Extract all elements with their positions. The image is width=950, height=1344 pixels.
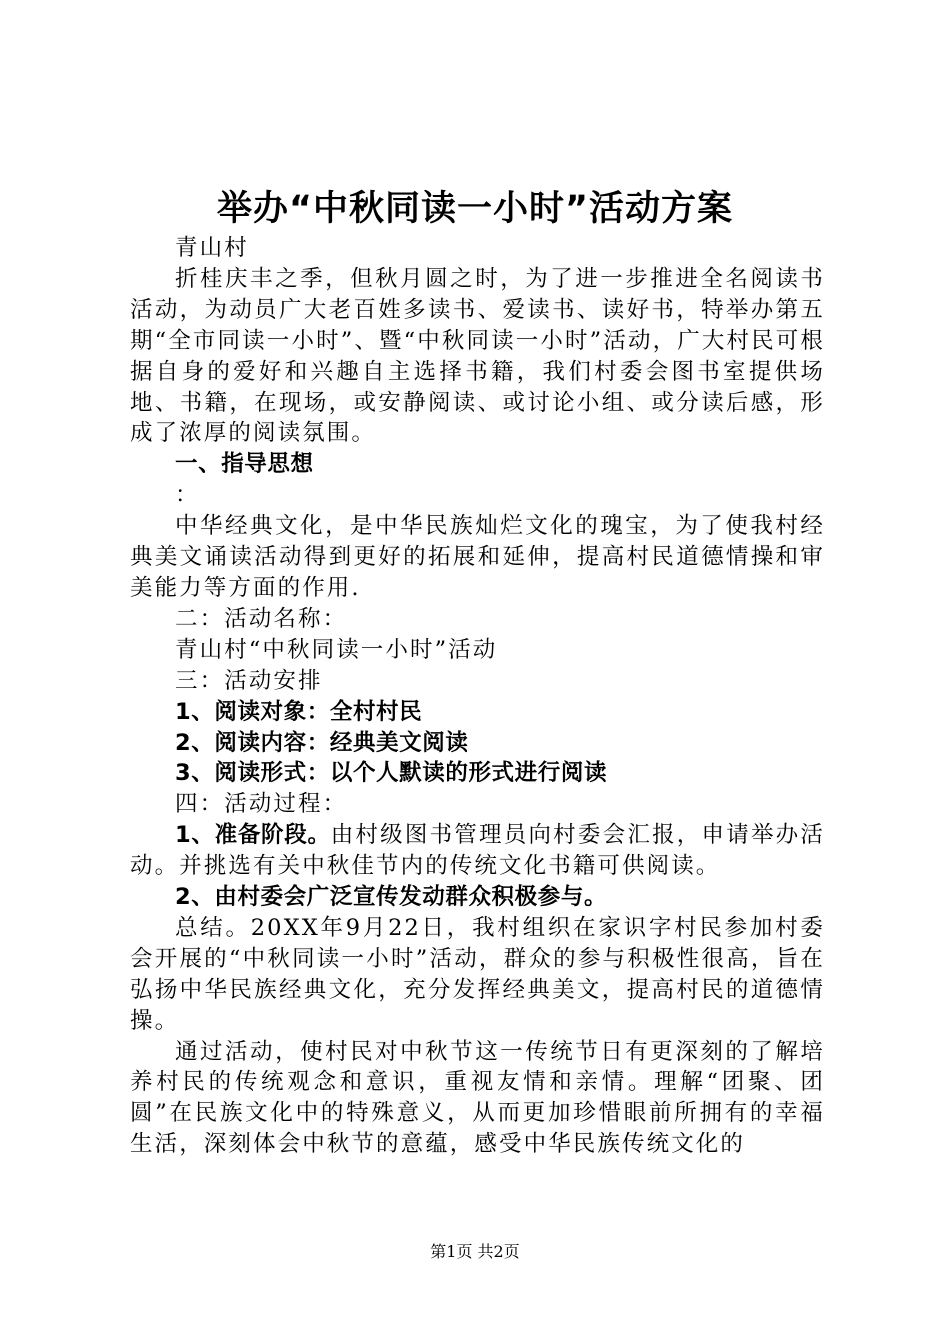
process-step-1-label: 1、准备阶段。 — [175, 822, 331, 849]
arrangement-item: 3、阅读形式：以个人默读的形式进行阅读 — [175, 760, 608, 787]
document-body — [130, 233, 825, 1160]
intro-paragraph: 折桂庆丰之季，但秋月圆之时，为了进一步推进全名阅读书活动，为动员广大老百姓多读书、爱读书、读好书，特举办第五期“全市同读一小时”、暨“中秋同读一小时”活动，广大村民可根据自身的爱好和兴趣自主选择书籍，我们村委会图书室提供场地、书籍，在现场，或安静阅读、或讨论小组、或分读后感，形成了浓厚的阅读氛围。 — [130, 265, 825, 447]
process-step-1-text: 由村级图书管理员向村委会汇报，申请举办活动。并挑选有关中秋佳节内的传统文化书籍可供阅读。 — [130, 822, 825, 880]
arrangement-item: 1、阅读对象：全村村民 — [175, 698, 423, 725]
guiding-thought-paragraph: 中华经典文化，是中华民族灿烂文化的瑰宝，为了使我村经典美文诵读活动得到更好的拓展和延伸，提高村民道德情操和审美能力等方面的作用. — [130, 513, 825, 601]
section-heading-activity-name: 二：活动名称： — [175, 605, 348, 632]
section-heading-guiding-thought: 一、指导思想 — [175, 451, 314, 478]
document-title: 举办“中秋同读一小时”活动方案 — [216, 189, 733, 229]
section-heading-arrangement: 三：活动安排 — [175, 667, 323, 694]
summary-paragraph: 总结。20XX年9月22日，我村组织在家识字村民参加村委会开展的“中秋同读一小时”活动，群众的参与积极性很高，旨在弘扬中华民族经典文化，充分发挥经典美文，提高村民的道德情操。 — [130, 914, 825, 1034]
activity-name-text: 青山村“中秋同读一小时”活动 — [175, 636, 498, 663]
page-number: 第1页 共2页 — [430, 1242, 520, 1261]
section-heading-process: 四：活动过程： — [175, 791, 348, 818]
closing-paragraph: 通过活动，使村民对中秋节这一传统节日有更深刻的了解培养村民的传统观念和意识，重视友情和亲情。理解“团聚、团圆”在民族文化中的特殊意义，从而更加珍惜眼前所拥有的幸福生活，深刻体会中秋节的意蕴，感受中华民族传统文化的 — [130, 1038, 825, 1158]
process-step-2: 2、由村委会广泛宣传发动群众积极参与。 — [175, 884, 608, 911]
process-step-1 — [130, 820, 825, 882]
village-name: 青山村 — [175, 235, 249, 261]
section-colon: ： — [175, 482, 200, 509]
arrangement-item: 2、阅读内容：经典美文阅读 — [175, 729, 469, 756]
